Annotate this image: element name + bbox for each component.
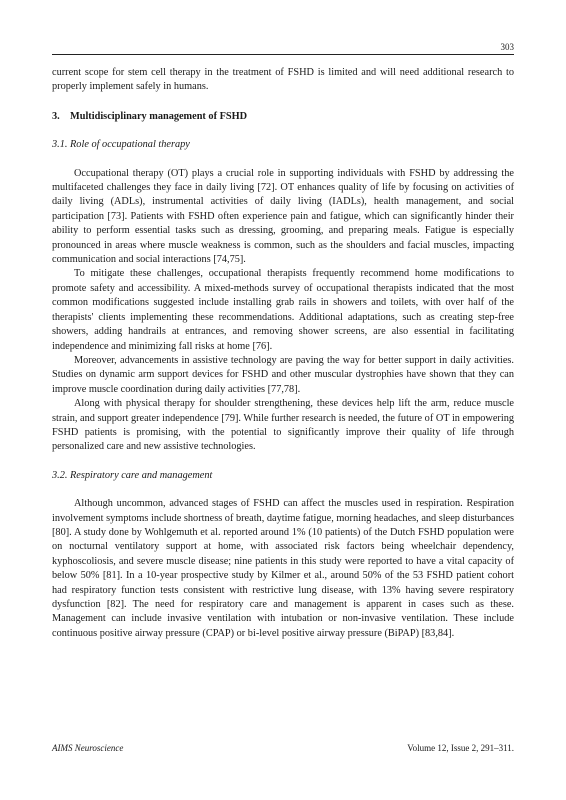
page-number: 303: [500, 42, 514, 52]
paragraph: Although uncommon, advanced stages of FSHD can affect the muscles used in respiration. Respiration involvement symptoms include shortness of breath, daytime fatigue, morning headaches, and sleep disturbances [80]. A study done by Wohlgemuth et al. reported around 1% (10 patients) of the Dutch FSHD population were on nocturnal ventilatory support at home, with associated risk factors being wheelchair dependency, kyphoscoliosis, and severe muscle disease; nine patients in this study were reported to have a vital capacity of below 50% [81]. In a 10-year prospective study by Kilmer et al., around 50% of the 53 FSHD patient cohort had respiratory function tests consistent with restrictive lung disease, with 13% having severe respiratory dysfunction [82]. The need for respiratory care and management is apparent in cases such as these. Management can include invasive ventilation with intubation or non-invasive ventilation. These include continuous positive airway pressure (CPAP) or bi-level positive airway pressure (BiPAP) [83,84].: [52, 498, 514, 639]
section-title: Multidisciplinary management of FSHD: [70, 110, 248, 122]
header-rule: [52, 54, 514, 55]
paragraph: Along with physical therapy for shoulder strengthening, these devices help lift the arm, reduce muscle strain, and support greater independence [79]. While further research is needed, the future of OT in empowering FSHD patients is promising, with the potential to significantly improve their quality of life through personalized care and new assistive technologies.: [52, 398, 514, 453]
volume-info: Volume 12, Issue 2, 291–311.: [407, 743, 514, 753]
journal-name: AIMS Neuroscience: [52, 743, 124, 753]
page-footer: [52, 743, 514, 753]
article-body: [52, 66, 514, 641]
paragraph: To mitigate these challenges, occupational therapists frequently recommend home modifications to promote safety and accessibility. A mixed-methods survey of occupational therapists indicated that the most common modifications suggested include installing grab rails in showers and toilets, with over half of the therapists' clients implementing these recommendations. Additional adaptations, such as creating step-free showers, adding handrails at entrances, and removing shower screens, are also essential in facilitating independence and minimizing fall risks at home [76].: [52, 268, 514, 352]
section-heading: [52, 110, 514, 124]
paragraph: Moreover, advancements in assistive technology are paving the way for better support in daily activities. Studies on dynamic arm support devices for FSHD and other muscular dystrophies have shown that they can improve muscle coordination during daily activities [77,78].: [52, 354, 514, 395]
subsection-heading-ot: 3.1. Role of occupational therapy: [52, 139, 190, 151]
intro-paragraph: current scope for stem cell therapy in the treatment of FSHD is limited and will need additional research to properly implement safely in humans.: [52, 67, 514, 93]
paragraph: Occupational therapy (OT) plays a crucial role in supporting individuals with FSHD by addressing the multifaceted challenges they face in daily living [72]. OT enhances quality of life by focusing on activities of daily living (ADLs), instrumental activities of daily living (IADLs), health management, and social participation [73]. Patients with FSHD often experience pain and fatigue, which can significantly hinder their ability to perform essential tasks such as dressing, grooming, and preparing meals. Fatigue is especially pronounced in areas where muscle weakness is common, such as the shoulders and facial muscles, impacting communication and social interactions [74,75].: [52, 167, 514, 266]
section-number: 3.: [52, 110, 60, 122]
subsection-heading-respiratory: 3.2. Respiratory care and management: [52, 469, 213, 481]
